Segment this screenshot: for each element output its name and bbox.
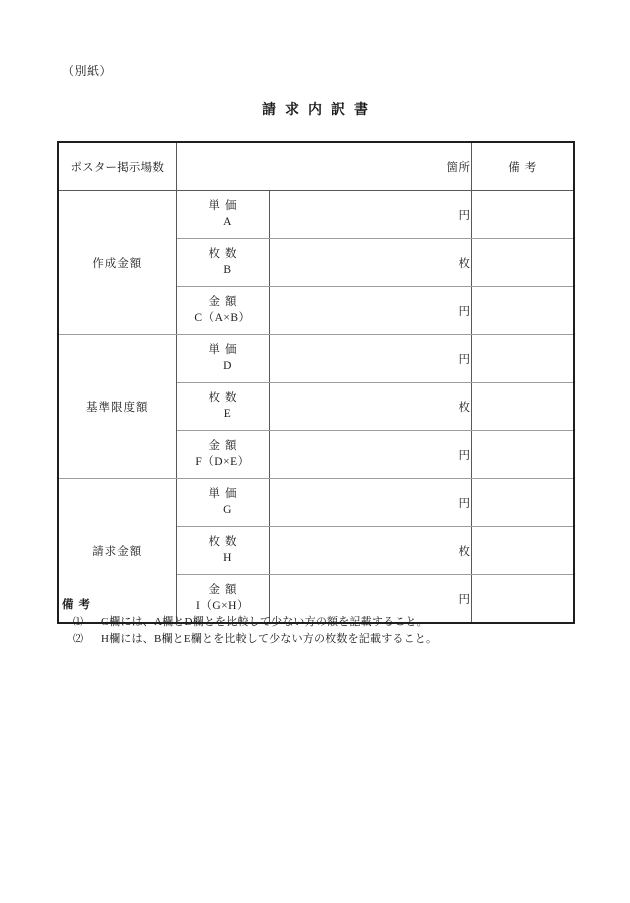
group-label-block-2: 請求金額	[58, 479, 176, 624]
remarks-input-cell[interactable]	[471, 479, 574, 527]
value-input-cell[interactable]: 円	[269, 287, 471, 335]
note-item	[57, 631, 577, 648]
attachment-label: （別紙）	[62, 64, 113, 78]
table-row	[58, 335, 574, 383]
remarks-input-cell[interactable]	[471, 431, 574, 479]
value-input-cell[interactable]: 円	[269, 335, 471, 383]
item-label-cell	[176, 383, 269, 431]
item-label-code: F（D×E）	[195, 455, 250, 468]
note-number: ⑵	[73, 634, 84, 646]
item-label-top: 単価	[208, 487, 242, 500]
group-label-block-0: 作成金額	[58, 191, 176, 335]
invoice-breakdown-table	[57, 141, 575, 624]
remarks-input-cell[interactable]	[471, 287, 574, 335]
item-label-top: 枚数	[208, 535, 242, 548]
note-text: H欄には、B欄とE欄とを比較して少ない方の枚数を記載すること。	[101, 633, 438, 646]
item-label-cell	[176, 527, 269, 575]
table-row	[58, 479, 574, 527]
item-label-cell	[176, 191, 269, 239]
page-title: 請求内訳書	[262, 103, 377, 118]
item-label-cell	[176, 239, 269, 287]
item-label-top: 金額	[208, 295, 242, 308]
item-label-cell	[176, 479, 269, 527]
table-row	[58, 191, 574, 239]
item-label-top: 金額	[208, 583, 242, 596]
note-item	[57, 614, 577, 631]
item-label-top: 単価	[208, 343, 242, 356]
table-header-row	[58, 142, 574, 191]
item-label-top: 単価	[208, 199, 242, 212]
header-cell-poster-count-unit[interactable]: 箇所	[176, 142, 471, 191]
value-input-cell[interactable]: 円	[269, 575, 471, 624]
note-text: G欄には、A欄とD欄とを比較して少ない方の額を記載すること。	[101, 616, 428, 628]
remarks-input-cell[interactable]	[471, 335, 574, 383]
remarks-input-cell[interactable]	[471, 191, 574, 239]
item-label-cell	[176, 287, 269, 335]
value-input-cell[interactable]: 円	[269, 479, 471, 527]
footer-notes	[57, 596, 577, 648]
item-label-code: H	[223, 551, 232, 564]
item-label-code: D	[223, 359, 232, 372]
item-label-cell	[176, 431, 269, 479]
value-input-cell[interactable]: 枚	[269, 383, 471, 431]
item-label-top: 枚数	[208, 391, 242, 404]
value-input-cell[interactable]: 円	[269, 191, 471, 239]
header-cell-remarks-label: 備考	[471, 142, 574, 191]
item-label-top: 枚数	[208, 247, 242, 260]
item-label-top: 金額	[208, 439, 242, 452]
item-label-code: I（G×H）	[196, 599, 249, 612]
item-label-code: B	[223, 263, 232, 276]
note-number: ⑴	[73, 617, 84, 628]
item-label-cell	[176, 335, 269, 383]
invoice-table-wrapper	[57, 141, 573, 624]
item-label-code: A	[223, 215, 232, 228]
item-label-code: E	[223, 407, 232, 420]
remarks-input-cell[interactable]	[471, 239, 574, 287]
remarks-input-cell[interactable]	[471, 527, 574, 575]
header-cell-poster-count-label: ポスター掲示場数	[58, 142, 176, 191]
item-label-code: G	[223, 503, 232, 516]
remarks-input-cell[interactable]	[471, 383, 574, 431]
invoice-table-body	[58, 142, 574, 623]
group-label-block-1: 基準限度額	[58, 335, 176, 479]
value-input-cell[interactable]: 円	[269, 431, 471, 479]
item-label-code: C（A×B）	[194, 311, 251, 324]
value-input-cell[interactable]: 枚	[269, 239, 471, 287]
notes-title: 備考	[62, 599, 95, 611]
value-input-cell[interactable]: 枚	[269, 527, 471, 575]
